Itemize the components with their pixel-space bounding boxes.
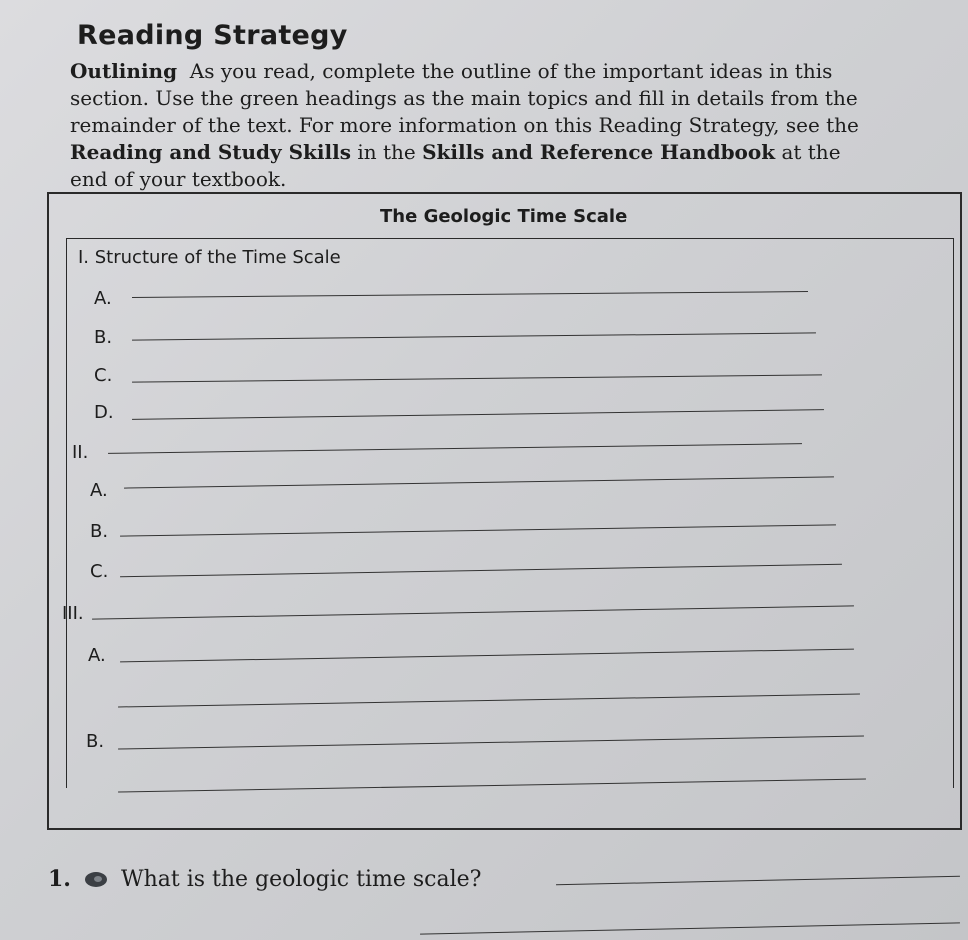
outline-row-label: B. xyxy=(94,327,113,348)
intro-bold-ref-2: Skills and Reference Handbook xyxy=(422,140,776,164)
outline-row-label: A. xyxy=(94,288,112,309)
question-number: 1. xyxy=(48,866,71,892)
outline-row-label: III. xyxy=(62,603,84,624)
intro-text-1: As you read, complete the outline of the important ideas in this section. Use the green headings as the main topics and fill in details from the remainder of the text. For more information on this Reading Strategy, see the xyxy=(70,59,859,137)
question-text: What is the geologic time scale? xyxy=(120,866,482,892)
intro-label: Outlining xyxy=(70,59,178,83)
outline-row-label: B. xyxy=(86,731,105,752)
outline-row-label: II. xyxy=(72,442,89,463)
outline-row-label: C. xyxy=(94,365,113,386)
intro-paragraph xyxy=(70,58,870,193)
outline-row-label: A. xyxy=(90,480,108,501)
intro-text-2: in the xyxy=(350,140,423,164)
intro-bold-ref: Reading and Study Skills xyxy=(70,140,351,164)
section-heading: Reading Strategy xyxy=(77,20,348,51)
intro-text-3: at the end of your textbook. xyxy=(70,140,841,191)
reading-checkpoint-icon xyxy=(85,872,107,887)
answer-blank[interactable] xyxy=(556,876,960,885)
outline-row-label: A. xyxy=(88,645,106,666)
answer-blank[interactable] xyxy=(420,922,960,934)
outline-title: The Geologic Time Scale xyxy=(380,206,628,227)
outline-row-label: C. xyxy=(90,561,109,582)
question-1 xyxy=(48,866,481,892)
outline-row-label: B. xyxy=(90,521,109,542)
outline-row-label: I. Structure of the Time Scale xyxy=(78,247,341,268)
outline-row-label: D. xyxy=(94,402,114,423)
